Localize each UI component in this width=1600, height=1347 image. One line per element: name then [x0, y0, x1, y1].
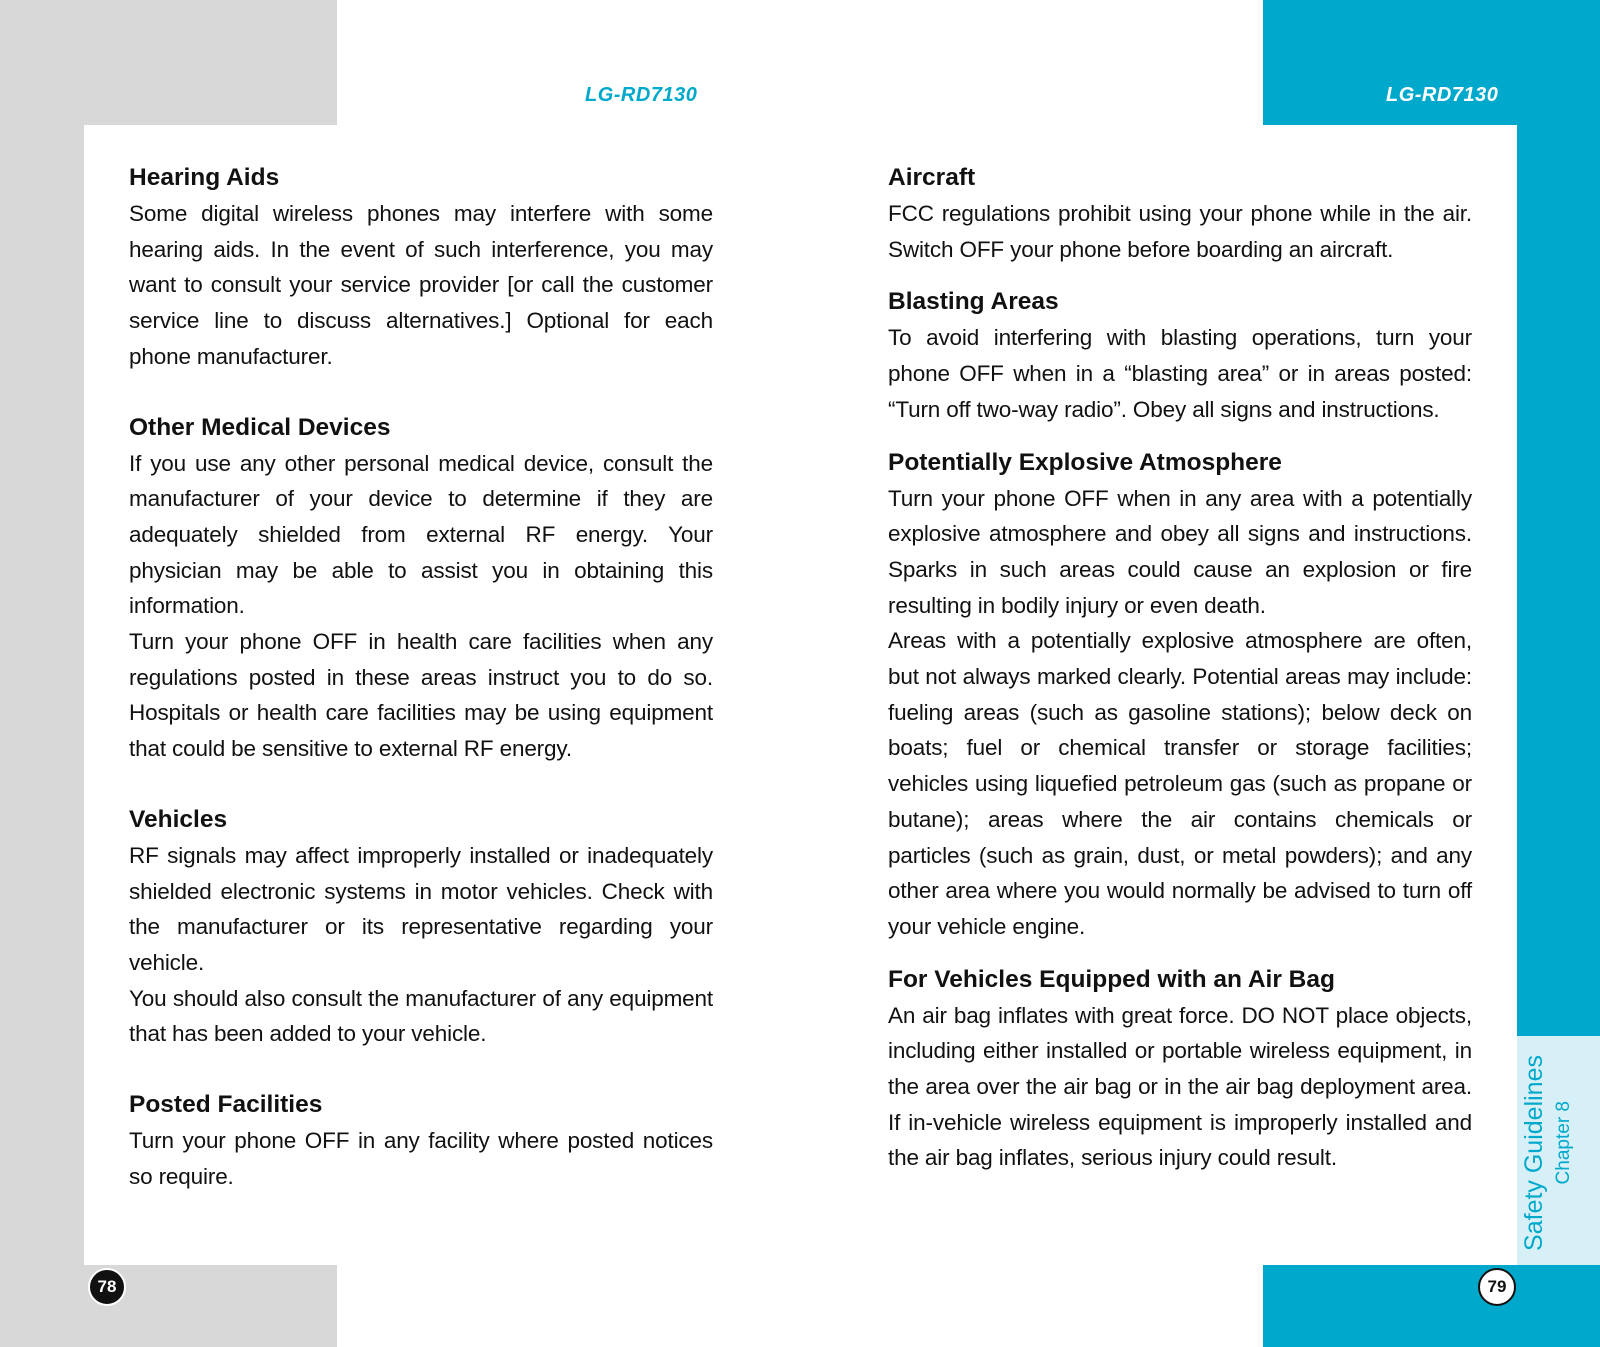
section-paragraph: You should also consult the manufacturer of any equipment that has been added to your vehicle. [129, 985, 713, 1047]
section-air-bag [888, 962, 1472, 1177]
model-name-right: LG-RD7130 [1386, 84, 1499, 106]
section-paragraph: Some digital wireless phones may interfere with some hearing aids. In the event of such interference, you may want to consult your service provider [or call the customer service line to discuss alternatives.] Optional for each phone manufacturer. [129, 201, 713, 369]
section-paragraph: An air bag inflates with great force. DO NOT place objects, including either installed or portable wireless equipment, in the area over the air bag or in the air bag deployment area. If in-vehicle wireless equipment is improperly installed and the air bag inflates, serious injury could result. [888, 1002, 1472, 1171]
section-heading: Aircraft [888, 164, 976, 191]
section-blasting-areas [888, 284, 1472, 427]
model-name-left: LG-RD7130 [585, 84, 698, 106]
left-page-content [129, 160, 713, 1194]
section-heading: Posted Facilities [129, 1091, 323, 1119]
section-paragraph: Areas with a potentially explosive atmosphere are often, but not always marked clearly. Potential areas may include: fueling areas (such as gasoline stations); below deck on boats; fuel or chemical transfer or storage facilities; vehicles using liquefied petroleum gas (such as propane or butane); areas where the air contains chemicals or particles (such as grain, dust, or metal powders); and any other area where you would normally be advised to turn off your vehicle engine. [888, 628, 1472, 939]
section-heading: Other Medical Devices [129, 413, 391, 441]
left-gray-bottom-band [0, 1265, 337, 1347]
section-hearing-aids [129, 160, 713, 375]
section-heading: Potentially Explosive Atmosphere [888, 448, 1282, 476]
section-aircraft [888, 160, 1472, 267]
left-gray-side-band [0, 0, 84, 1347]
section-paragraph: RF signals may affect improperly installed or inadequately shielded electronic systems in motor vehicles. Check with the manufacturer or its representative regarding your vehicle. [129, 842, 713, 975]
right-page-content [888, 160, 1472, 1176]
section-potentially-explosive-atmosphere [888, 445, 1472, 945]
right-blue-bottom-band [1263, 1265, 1600, 1347]
section-paragraph: Turn your phone OFF in any facility where posted notices so require. [129, 1128, 713, 1189]
chapter-title: Safety Guidelines [1520, 1055, 1548, 1251]
section-other-medical-devices [129, 410, 713, 767]
section-heading: Vehicles [129, 805, 228, 833]
section-paragraph: To avoid interfering with blasting operations, turn your phone OFF when in a “blasting area” or in areas posted: “Turn off two-way radio”. Obey all signs and instructions. [888, 325, 1472, 422]
section-vehicles [129, 802, 713, 1052]
section-paragraph: Turn your phone OFF in health care facilities when any regulations posted in these areas instruct you to do so. Hospitals or health care facilities may be using equipment that could be sensitive to external RF energy. [129, 629, 713, 762]
section-heading: Blasting Areas [888, 288, 1059, 316]
section-paragraph: Turn your phone OFF when in any area with a potentially explosive atmosphere and obey all signs and instructions. Sparks in such areas could cause an explosion or fire resulting in bodily injury or even death. [888, 485, 1472, 618]
section-posted-facilities [129, 1087, 713, 1194]
chapter-label: Chapter 8 [1553, 1101, 1574, 1185]
section-heading: Hearing Aids [129, 164, 280, 191]
section-paragraph: If you use any other personal medical device, consult the manufacturer of your device to determine if they are adequately shielded from external RF energy. Your physician may be able to assist you in obtaining this information. [129, 450, 713, 619]
section-paragraph: FCC regulations prohibit using your phone while in the air. Switch OFF your phone before boarding an aircraft. [888, 201, 1472, 262]
section-heading: For Vehicles Equipped with an Air Bag [888, 965, 1335, 993]
page-number-left: 78 [88, 1268, 126, 1306]
page-number-right: 79 [1478, 1268, 1516, 1306]
